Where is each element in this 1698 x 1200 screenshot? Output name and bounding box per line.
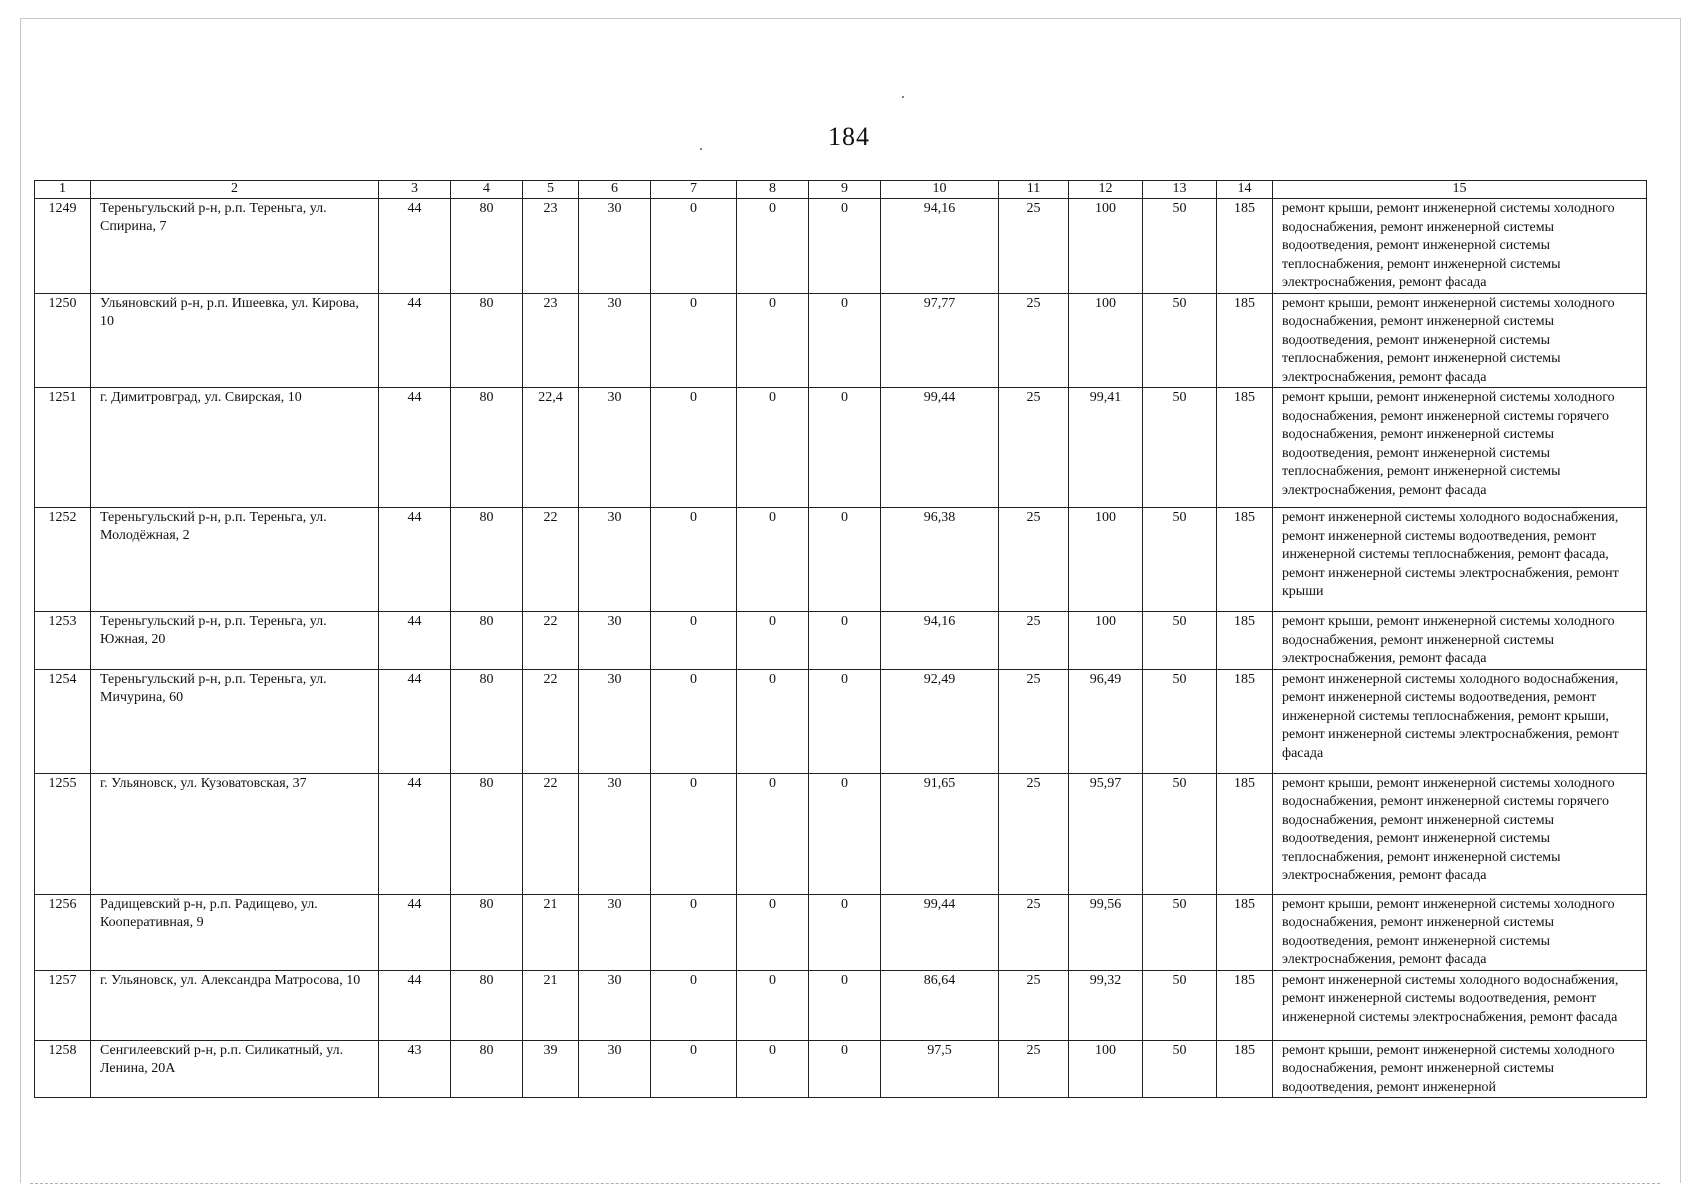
address-cell: Тереньгульский р-н, р.п. Тереньга, ул. Мичурина, 60	[91, 669, 379, 773]
value-cell-col-7: 0	[651, 612, 737, 670]
column-header-9: 9	[809, 181, 881, 199]
value-cell-col-5: 23	[523, 199, 579, 294]
row-number: 1249	[35, 199, 91, 294]
address-cell: Ульяновский р-н, р.п. Ишеевка, ул. Кирова, 10	[91, 293, 379, 388]
table-row	[35, 293, 1647, 388]
value-cell-col-12: 99,41	[1069, 388, 1143, 508]
value-cell-col-5: 21	[523, 894, 579, 970]
column-header-11: 11	[999, 181, 1069, 199]
value-cell-col-7: 0	[651, 199, 737, 294]
row-number: 1252	[35, 508, 91, 612]
value-cell-col-6: 30	[579, 669, 651, 773]
value-cell-col-8: 0	[737, 894, 809, 970]
value-cell-col-14: 185	[1217, 970, 1273, 1040]
scan-border-bottom	[30, 1183, 1660, 1184]
value-cell-col-10: 99,44	[881, 388, 999, 508]
value-cell-col-10: 92,49	[881, 669, 999, 773]
value-cell-col-3: 44	[379, 508, 451, 612]
value-cell-col-8: 0	[737, 199, 809, 294]
column-header-3: 3	[379, 181, 451, 199]
value-cell-col-4: 80	[451, 1040, 523, 1098]
table-row	[35, 508, 1647, 612]
value-cell-col-5: 23	[523, 293, 579, 388]
value-cell-col-10: 99,44	[881, 894, 999, 970]
value-cell-col-12: 100	[1069, 1040, 1143, 1098]
value-cell-col-13: 50	[1143, 669, 1217, 773]
value-cell-col-9: 0	[809, 199, 881, 294]
table-row	[35, 894, 1647, 970]
value-cell-col-13: 50	[1143, 894, 1217, 970]
value-cell-col-9: 0	[809, 894, 881, 970]
value-cell-col-10: 91,65	[881, 773, 999, 894]
table-row	[35, 773, 1647, 894]
value-cell-col-13: 50	[1143, 1040, 1217, 1098]
scan-speck	[902, 96, 904, 98]
page-number: 184	[828, 122, 870, 151]
column-header-14: 14	[1217, 181, 1273, 199]
column-header-6: 6	[579, 181, 651, 199]
value-cell-col-14: 185	[1217, 773, 1273, 894]
table-header	[35, 181, 1647, 199]
value-cell-col-10: 96,38	[881, 508, 999, 612]
value-cell-col-5: 22	[523, 508, 579, 612]
value-cell-col-11: 25	[999, 970, 1069, 1040]
repair-program-table	[34, 180, 1647, 1098]
table-row	[35, 612, 1647, 670]
value-cell-col-8: 0	[737, 388, 809, 508]
value-cell-col-3: 44	[379, 773, 451, 894]
works-list-cell: ремонт инженерной системы холодного водоснабжения, ремонт инженерной системы водоотведения, ремонт инженерной системы теплоснабжения, ремонт крыши, ремонт инженерной системы электроснабжения, ремонт фасада	[1273, 669, 1647, 773]
works-list-cell: ремонт крыши, ремонт инженерной системы холодного водоснабжения, ремонт инженерной системы водоотведения, ремонт инженерной	[1273, 1040, 1647, 1098]
value-cell-col-6: 30	[579, 1040, 651, 1098]
value-cell-col-6: 30	[579, 293, 651, 388]
value-cell-col-10: 94,16	[881, 199, 999, 294]
value-cell-col-13: 50	[1143, 508, 1217, 612]
value-cell-col-13: 50	[1143, 388, 1217, 508]
value-cell-col-6: 30	[579, 508, 651, 612]
value-cell-col-4: 80	[451, 773, 523, 894]
value-cell-col-8: 0	[737, 773, 809, 894]
value-cell-col-9: 0	[809, 612, 881, 670]
value-cell-col-14: 185	[1217, 894, 1273, 970]
value-cell-col-11: 25	[999, 1040, 1069, 1098]
value-cell-col-6: 30	[579, 388, 651, 508]
works-list-cell: ремонт инженерной системы холодного водоснабжения, ремонт инженерной системы водоотведения, ремонт инженерной системы теплоснабжения, ремонт фасада, ремонт инженерной системы электроснабжения, ремонт крыши	[1273, 508, 1647, 612]
column-header-12: 12	[1069, 181, 1143, 199]
value-cell-col-3: 44	[379, 293, 451, 388]
value-cell-col-7: 0	[651, 1040, 737, 1098]
value-cell-col-4: 80	[451, 388, 523, 508]
value-cell-col-11: 25	[999, 612, 1069, 670]
address-cell: Радищевский р-н, р.п. Радищево, ул. Кооперативная, 9	[91, 894, 379, 970]
value-cell-col-7: 0	[651, 293, 737, 388]
value-cell-col-6: 30	[579, 773, 651, 894]
works-list-cell: ремонт крыши, ремонт инженерной системы холодного водоснабжения, ремонт инженерной системы водоотведения, ремонт инженерной системы электроснабжения, ремонт фасада	[1273, 894, 1647, 970]
row-number: 1251	[35, 388, 91, 508]
value-cell-col-8: 0	[737, 1040, 809, 1098]
value-cell-col-5: 22	[523, 612, 579, 670]
value-cell-col-9: 0	[809, 388, 881, 508]
value-cell-col-7: 0	[651, 508, 737, 612]
value-cell-col-10: 86,64	[881, 970, 999, 1040]
value-cell-col-9: 0	[809, 293, 881, 388]
value-cell-col-3: 44	[379, 199, 451, 294]
value-cell-col-14: 185	[1217, 508, 1273, 612]
value-cell-col-14: 185	[1217, 388, 1273, 508]
value-cell-col-8: 0	[737, 612, 809, 670]
row-number: 1250	[35, 293, 91, 388]
value-cell-col-3: 44	[379, 388, 451, 508]
value-cell-col-3: 44	[379, 612, 451, 670]
row-number: 1256	[35, 894, 91, 970]
address-cell: Тереньгульский р-н, р.п. Тереньга, ул. Молодёжная, 2	[91, 508, 379, 612]
table-row	[35, 199, 1647, 294]
value-cell-col-4: 80	[451, 669, 523, 773]
value-cell-col-14: 185	[1217, 669, 1273, 773]
value-cell-col-13: 50	[1143, 970, 1217, 1040]
value-cell-col-8: 0	[737, 293, 809, 388]
works-list-cell: ремонт крыши, ремонт инженерной системы холодного водоснабжения, ремонт инженерной системы водоотведения, ремонт инженерной системы теплоснабжения, ремонт инженерной системы электроснабжения, ремонт фасада	[1273, 293, 1647, 388]
value-cell-col-9: 0	[809, 508, 881, 612]
scan-border-left	[20, 18, 21, 1183]
value-cell-col-6: 30	[579, 612, 651, 670]
value-cell-col-6: 30	[579, 970, 651, 1040]
value-cell-col-11: 25	[999, 894, 1069, 970]
value-cell-col-14: 185	[1217, 293, 1273, 388]
value-cell-col-8: 0	[737, 970, 809, 1040]
value-cell-col-4: 80	[451, 199, 523, 294]
row-number: 1253	[35, 612, 91, 670]
value-cell-col-12: 95,97	[1069, 773, 1143, 894]
column-header-15: 15	[1273, 181, 1647, 199]
column-header-4: 4	[451, 181, 523, 199]
value-cell-col-12: 100	[1069, 508, 1143, 612]
value-cell-col-4: 80	[451, 508, 523, 612]
column-header-2: 2	[91, 181, 379, 199]
value-cell-col-8: 0	[737, 669, 809, 773]
table-body	[35, 199, 1647, 1098]
value-cell-col-4: 80	[451, 293, 523, 388]
row-number: 1255	[35, 773, 91, 894]
value-cell-col-6: 30	[579, 199, 651, 294]
table-row	[35, 669, 1647, 773]
row-number: 1254	[35, 669, 91, 773]
works-list-cell: ремонт крыши, ремонт инженерной системы холодного водоснабжения, ремонт инженерной системы водоотведения, ремонт инженерной системы теплоснабжения, ремонт инженерной системы электроснабжения, ремонт фасада	[1273, 199, 1647, 294]
value-cell-col-13: 50	[1143, 612, 1217, 670]
value-cell-col-3: 44	[379, 894, 451, 970]
header-row	[35, 181, 1647, 199]
value-cell-col-11: 25	[999, 199, 1069, 294]
column-header-10: 10	[881, 181, 999, 199]
works-list-cell: ремонт крыши, ремонт инженерной системы холодного водоснабжения, ремонт инженерной системы электроснабжения, ремонт фасада	[1273, 612, 1647, 670]
value-cell-col-13: 50	[1143, 293, 1217, 388]
table-row	[35, 1040, 1647, 1098]
value-cell-col-5: 22	[523, 773, 579, 894]
address-cell: г. Ульяновск, ул. Кузоватовская, 37	[91, 773, 379, 894]
value-cell-col-12: 99,56	[1069, 894, 1143, 970]
value-cell-col-9: 0	[809, 1040, 881, 1098]
value-cell-col-11: 25	[999, 293, 1069, 388]
value-cell-col-14: 185	[1217, 612, 1273, 670]
value-cell-col-12: 100	[1069, 612, 1143, 670]
value-cell-col-9: 0	[809, 773, 881, 894]
value-cell-col-8: 0	[737, 508, 809, 612]
scan-border-top	[20, 18, 1680, 19]
value-cell-col-3: 44	[379, 970, 451, 1040]
value-cell-col-12: 99,32	[1069, 970, 1143, 1040]
address-cell: Тереньгульский р-н, р.п. Тереньга, ул. Южная, 20	[91, 612, 379, 670]
value-cell-col-7: 0	[651, 669, 737, 773]
column-header-7: 7	[651, 181, 737, 199]
works-list-cell: ремонт инженерной системы холодного водоснабжения, ремонт инженерной системы водоотведения, ремонт инженерной системы электроснабжения, ремонт фасада	[1273, 970, 1647, 1040]
row-number: 1257	[35, 970, 91, 1040]
value-cell-col-7: 0	[651, 970, 737, 1040]
value-cell-col-11: 25	[999, 773, 1069, 894]
scan-border-right	[1680, 18, 1681, 1183]
value-cell-col-9: 0	[809, 970, 881, 1040]
value-cell-col-6: 30	[579, 894, 651, 970]
value-cell-col-3: 43	[379, 1040, 451, 1098]
address-cell: Сенгилеевский р-н, р.п. Силикатный, ул. Ленина, 20А	[91, 1040, 379, 1098]
value-cell-col-5: 21	[523, 970, 579, 1040]
value-cell-col-7: 0	[651, 894, 737, 970]
value-cell-col-11: 25	[999, 669, 1069, 773]
value-cell-col-5: 22,4	[523, 388, 579, 508]
value-cell-col-14: 185	[1217, 199, 1273, 294]
value-cell-col-4: 80	[451, 894, 523, 970]
address-cell: Тереньгульский р-н, р.п. Тереньга, ул. Спирина, 7	[91, 199, 379, 294]
value-cell-col-11: 25	[999, 508, 1069, 612]
value-cell-col-5: 39	[523, 1040, 579, 1098]
value-cell-col-4: 80	[451, 970, 523, 1040]
works-list-cell: ремонт крыши, ремонт инженерной системы холодного водоснабжения, ремонт инженерной системы горячего водоснабжения, ремонт инженерной системы водоотведения, ремонт инженерной системы теплоснабжения, ремонт инженерной системы электроснабжения, ремонт фасада	[1273, 773, 1647, 894]
value-cell-col-3: 44	[379, 669, 451, 773]
column-header-13: 13	[1143, 181, 1217, 199]
table-row	[35, 388, 1647, 508]
value-cell-col-14: 185	[1217, 1040, 1273, 1098]
row-number: 1258	[35, 1040, 91, 1098]
value-cell-col-13: 50	[1143, 199, 1217, 294]
value-cell-col-7: 0	[651, 773, 737, 894]
address-cell: г. Димитровград, ул. Свирская, 10	[91, 388, 379, 508]
value-cell-col-12: 100	[1069, 199, 1143, 294]
column-header-5: 5	[523, 181, 579, 199]
value-cell-col-12: 96,49	[1069, 669, 1143, 773]
value-cell-col-10: 94,16	[881, 612, 999, 670]
column-header-1: 1	[35, 181, 91, 199]
value-cell-col-10: 97,5	[881, 1040, 999, 1098]
value-cell-col-11: 25	[999, 388, 1069, 508]
value-cell-col-12: 100	[1069, 293, 1143, 388]
column-header-8: 8	[737, 181, 809, 199]
table-row	[35, 970, 1647, 1040]
value-cell-col-9: 0	[809, 669, 881, 773]
value-cell-col-4: 80	[451, 612, 523, 670]
value-cell-col-5: 22	[523, 669, 579, 773]
value-cell-col-10: 97,77	[881, 293, 999, 388]
value-cell-col-7: 0	[651, 388, 737, 508]
value-cell-col-13: 50	[1143, 773, 1217, 894]
works-list-cell: ремонт крыши, ремонт инженерной системы холодного водоснабжения, ремонт инженерной системы горячего водоснабжения, ремонт инженерной системы водоотведения, ремонт инженерной системы теплоснабжения, ремонт инженерной системы электроснабжения, ремонт фасада	[1273, 388, 1647, 508]
address-cell: г. Ульяновск, ул. Александра Матросова, 10	[91, 970, 379, 1040]
